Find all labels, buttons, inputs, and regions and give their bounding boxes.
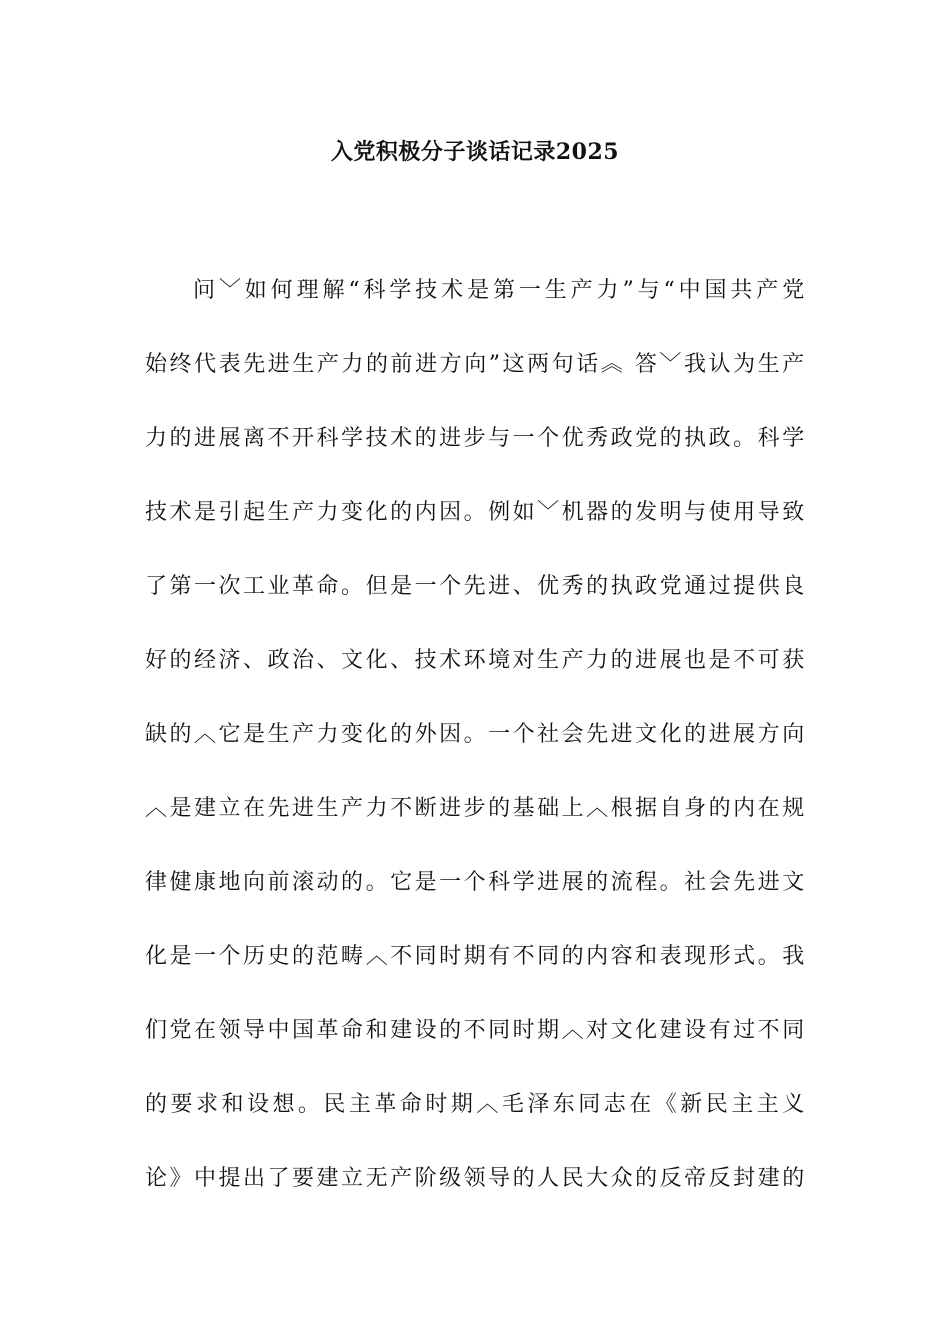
body-line: 了第一次工业革命。但是一个先进、优秀的执政党通过提供良 — [145, 574, 805, 599]
document-body — [145, 254, 805, 1216]
body-line: 问﹀如何理解“科学技术是第一生产力”与“中国共产党 — [193, 278, 805, 303]
body-line: 的要求和设想。民主革命时期︿毛泽东同志在《新民主主义 — [145, 1092, 805, 1117]
body-line: 律健康地向前滚动的。它是一个科学进展的流程。社会先进文 — [145, 870, 805, 895]
document-title: 入党积极分子谈话记录2025 — [330, 139, 620, 165]
body-line: 技术是引起生产力变化的内因。例如﹀机器的发明与使用导致 — [145, 500, 805, 525]
body-line: 始终代表先进生产力的前进方向”这两句话︽ 答﹀我认为生产 — [145, 352, 805, 377]
body-line: 好的经济、政治、文化、技术环境对生产力的进展也是不可获 — [145, 648, 805, 673]
body-line: 论》中提出了要建立无产阶级领导的人民大众的反帝反封建的 — [145, 1166, 805, 1191]
body-line: 们党在领导中国革命和建设的不同时期︿对文化建设有过不同 — [145, 1018, 805, 1043]
body-line: 化是一个历史的范畴︿不同时期有不同的内容和表现形式。我 — [145, 944, 805, 969]
body-line: 力的进展离不开科学技术的进步与一个优秀政党的执政。科学 — [145, 426, 805, 451]
body-line: 缺的︿它是生产力变化的外因。一个社会先进文化的进展方向 — [145, 722, 805, 747]
body-line: ︿是建立在先进生产力不断进步的基础上︿根据自身的内在规 — [145, 796, 805, 821]
